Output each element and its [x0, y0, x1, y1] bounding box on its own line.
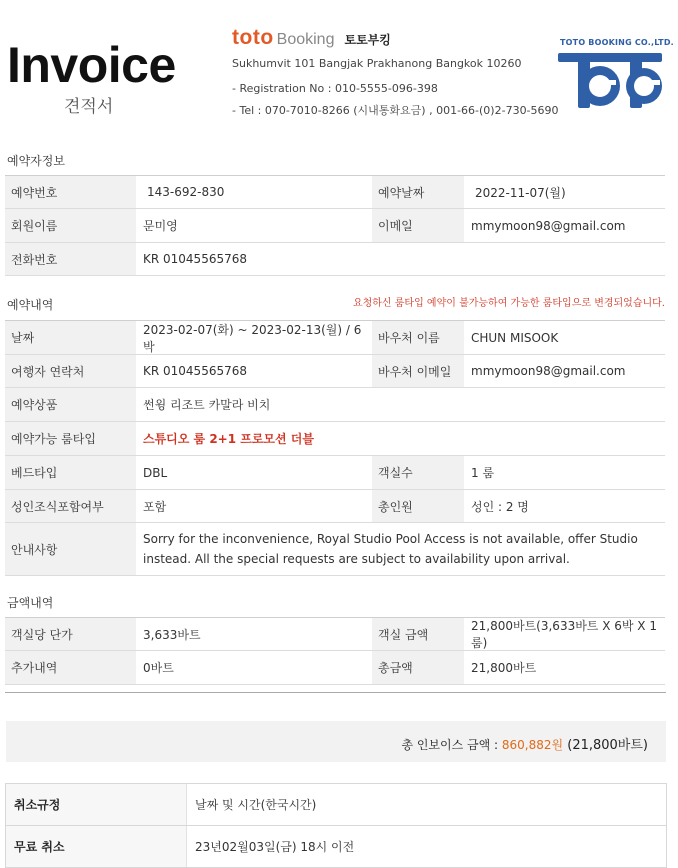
booking-number-label: 예약번호 [5, 176, 136, 208]
brand-toto: toto [232, 26, 274, 49]
email-label: 이메일 [372, 209, 464, 242]
date-label: 날짜 [5, 321, 136, 354]
total-invoice-amount [401, 734, 648, 753]
booking-date-value: 2022-11-07(월) [475, 185, 566, 200]
table-row [5, 422, 665, 456]
company-logo-seal [556, 36, 674, 110]
info-value: Sorry for the inconvenience, Royal Studio Pool Access is not available, offer Studio instead. All the special requests are subject to availability upon arrival. [143, 532, 638, 566]
room-count-value: 1 룸 [471, 466, 495, 480]
cancel-policy-header: 취소규정 [6, 784, 187, 825]
table-row [5, 209, 665, 243]
company-registration: - Registration No : 010-5555-096-398 [232, 82, 438, 95]
total-krw: 860,882원 [501, 738, 564, 752]
free-cancel-deadline: 23년02월03일(금) 18시 이전 [195, 840, 355, 854]
cancellation-table [5, 783, 667, 868]
breakfast-value: 포함 [143, 499, 167, 514]
booking-section-title: 예약내역 [7, 298, 54, 312]
voucher-email-label: 바우처 이메일 [372, 355, 464, 387]
breakfast-label: 성인조식포함여부 [5, 490, 136, 522]
grand-total-label: 총금액 [372, 651, 464, 684]
logo-mark-icon [556, 36, 666, 110]
room-amount-value: 21,800바트(3,633바트 X 6박 X 1룸) [471, 619, 657, 650]
product-label: 예약상품 [5, 388, 136, 421]
brand [232, 26, 391, 50]
bed-type-label: 베드타입 [5, 456, 136, 489]
roomtype-label: 예약가능 룸타입 [5, 422, 136, 455]
booking-date-label: 예약날짜 [372, 176, 464, 208]
free-cancel-label: 무료 취소 [6, 826, 187, 867]
member-name-value: 문미영 [143, 219, 178, 233]
bed-type-value: DBL [143, 465, 168, 480]
amount-table [5, 617, 665, 685]
invoice-subtitle: 견적서 [64, 97, 114, 117]
room-count-label: 객실수 [372, 456, 464, 489]
company-tel: - Tel : 070-7010-8266 (시내통화요금) , 001-66-(0)2-730-5690 [232, 104, 559, 117]
amount-section-title: 금액내역 [7, 596, 54, 610]
total-thb: (21,800바트) [563, 738, 648, 753]
brand-booking: Booking [276, 31, 335, 48]
roomtype-value: 스튜디오 룸 2+1 프로모션 더블 [143, 432, 314, 446]
member-name-label: 회원이름 [5, 209, 136, 242]
table-row [5, 651, 665, 685]
room-amount-label: 객실 금액 [372, 618, 464, 650]
unit-price-value: 3,633바트 [143, 627, 201, 642]
table-row [5, 456, 665, 490]
voucher-email-value: mmymoon98@gmail.com [471, 364, 626, 378]
unit-price-label: 객실당 단가 [5, 618, 136, 650]
traveler-contact-label: 여행자 연락처 [5, 355, 136, 387]
table-row [5, 618, 665, 651]
extra-label: 추가내역 [5, 651, 136, 684]
booking-table [5, 320, 665, 576]
booker-table [5, 175, 665, 276]
total-invoice-label: 총 인보이스 금액 : [401, 738, 502, 752]
total-invoice-box [6, 721, 666, 762]
cancel-datetime-header: 날짜 및 시간(한국시간) [195, 798, 317, 812]
info-label: 안내사항 [5, 523, 136, 575]
table-row [5, 176, 665, 209]
table-row [6, 784, 666, 826]
invoice-title: Invoice [7, 37, 176, 93]
table-row [5, 388, 665, 422]
booker-section-title: 예약자정보 [7, 154, 65, 168]
table-row [5, 355, 665, 388]
roomtype-change-notice: 요청하신 룸타입 예약이 불가능하여 가능한 룸타입으로 변경되었습니다. [352, 298, 665, 309]
booking-number-value: 143-692-830 [147, 185, 225, 199]
voucher-name-label: 바우처 이름 [372, 321, 464, 354]
product-value: 썬윙 리조트 카말라 비치 [143, 398, 271, 412]
table-row [6, 826, 666, 868]
table-row [5, 321, 665, 355]
table-row [5, 523, 665, 576]
extra-value: 0바트 [143, 661, 174, 675]
brand-korean: 토토부킹 [344, 33, 391, 47]
divider [5, 692, 666, 693]
table-row [5, 243, 665, 276]
company-address: Sukhumvit 101 Bangjak Prakhanong Bangkok 10260 [232, 57, 522, 70]
date-value: 2023-02-07(화) ~ 2023-02-13(월) / 6박 [143, 322, 362, 354]
total-guests-label: 총인원 [372, 490, 464, 522]
phone-label: 전화번호 [5, 243, 136, 275]
total-guests-value: 성인 : 2 명 [471, 499, 529, 514]
traveler-contact-value: KR 01045565768 [143, 364, 248, 378]
grand-total-value: 21,800바트 [471, 661, 537, 675]
phone-value: KR 01045565768 [143, 252, 248, 266]
table-row [5, 490, 665, 523]
email-value: mmymoon98@gmail.com [471, 218, 626, 233]
logo-caption: TOTO BOOKING CO.,LTD. [560, 38, 674, 47]
voucher-name-value: CHUN MISOOK [471, 330, 559, 345]
